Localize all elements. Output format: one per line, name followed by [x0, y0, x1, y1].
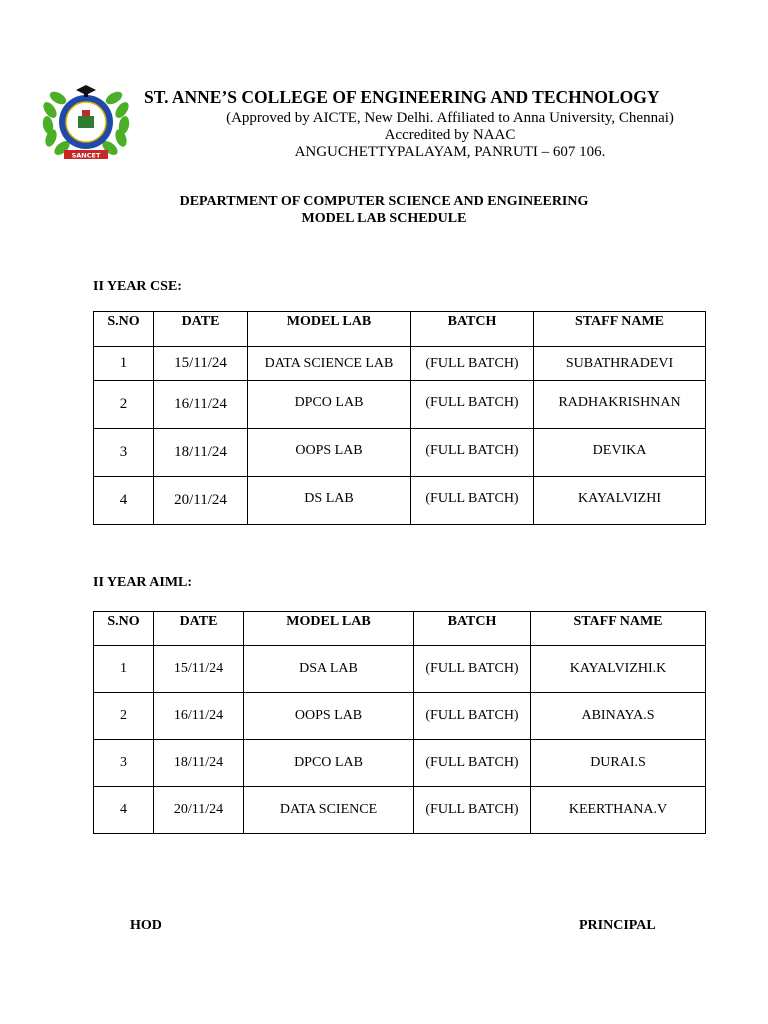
cell-model-lab: DS LAB: [248, 477, 411, 525]
column-header: MODEL LAB: [244, 612, 414, 646]
cell-batch: (FULL BATCH): [411, 347, 534, 381]
cell-staff-name: KAYALVIZHI: [534, 477, 706, 525]
column-header: MODEL LAB: [248, 312, 411, 347]
section-heading-cse: II YEAR CSE:: [93, 279, 182, 294]
table-header-row: [94, 312, 706, 347]
principal-signature-label: PRINCIPAL: [579, 918, 656, 933]
cell-staff-name: RADHAKRISHNAN: [534, 381, 706, 429]
section-heading-aiml: II YEAR AIML:: [93, 575, 193, 590]
cell-date: 15/11/24: [154, 646, 244, 693]
cell-sno: 3: [94, 740, 154, 787]
column-header: DATE: [154, 312, 248, 347]
cell-model-lab: DPCO LAB: [248, 381, 411, 429]
document-title: MODEL LAB SCHEDULE: [301, 211, 467, 226]
cell-batch: (FULL BATCH): [414, 646, 531, 693]
table-row: [94, 787, 706, 834]
accreditation-line: Accredited by NAAC: [384, 127, 516, 143]
cell-staff-name: DEVIKA: [534, 429, 706, 477]
college-logo: [38, 80, 134, 162]
cell-date: 16/11/24: [154, 381, 248, 429]
cell-sno: 2: [94, 381, 154, 429]
schedule-table-cse: [93, 311, 706, 525]
cell-sno: 2: [94, 693, 154, 740]
table-row: [94, 429, 706, 477]
logo-ribbon-text: SANCET: [71, 151, 101, 160]
table-row: [94, 693, 706, 740]
column-header: S.NO: [94, 612, 154, 646]
column-header: STAFF NAME: [531, 612, 706, 646]
schedule-table-aiml: [93, 611, 706, 834]
cell-model-lab: DATA SCIENCE LAB: [248, 347, 411, 381]
cell-model-lab: OOPS LAB: [248, 429, 411, 477]
table-row: [94, 381, 706, 429]
table-row: [94, 646, 706, 693]
column-header: STAFF NAME: [534, 312, 706, 347]
cell-date: 20/11/24: [154, 787, 244, 834]
cell-model-lab: DATA SCIENCE: [244, 787, 414, 834]
cell-sno: 1: [94, 347, 154, 381]
cell-staff-name: KAYALVIZHI.K: [531, 646, 706, 693]
column-header: BATCH: [411, 312, 534, 347]
cell-batch: (FULL BATCH): [414, 693, 531, 740]
cell-batch: (FULL BATCH): [414, 740, 531, 787]
cell-staff-name: ABINAYA.S: [531, 693, 706, 740]
college-name: ST. ANNE’S COLLEGE OF ENGINEERING AND TECHNOLOGY: [144, 87, 660, 107]
cell-model-lab: DPCO LAB: [244, 740, 414, 787]
cell-batch: (FULL BATCH): [411, 381, 534, 429]
cell-date: 20/11/24: [154, 477, 248, 525]
table-header-row: [94, 612, 706, 646]
column-header: BATCH: [414, 612, 531, 646]
cell-staff-name: DURAI.S: [531, 740, 706, 787]
address-line: ANGUCHETTYPALAYAM, PANRUTI – 607 106.: [294, 144, 606, 160]
cell-batch: (FULL BATCH): [414, 787, 531, 834]
cell-date: 18/11/24: [154, 429, 248, 477]
cell-batch: (FULL BATCH): [411, 429, 534, 477]
column-header: DATE: [154, 612, 244, 646]
column-header: S.NO: [94, 312, 154, 347]
approval-line: (Approved by AICTE, New Delhi. Affiliated to Anna University, Chennai): [226, 110, 674, 126]
cell-date: 18/11/24: [154, 740, 244, 787]
department-name: DEPARTMENT OF COMPUTER SCIENCE AND ENGINEERING: [179, 194, 589, 209]
cell-staff-name: SUBATHRADEVI: [534, 347, 706, 381]
cell-sno: 4: [94, 787, 154, 834]
cell-model-lab: OOPS LAB: [244, 693, 414, 740]
table-row: [94, 347, 706, 381]
cell-sno: 3: [94, 429, 154, 477]
cell-staff-name: KEERTHANA.V: [531, 787, 706, 834]
cell-sno: 1: [94, 646, 154, 693]
cell-sno: 4: [94, 477, 154, 525]
table-row: [94, 740, 706, 787]
hod-signature-label: HOD: [130, 918, 162, 933]
cell-batch: (FULL BATCH): [411, 477, 534, 525]
table-row: [94, 477, 706, 525]
cell-date: 15/11/24: [154, 347, 248, 381]
cell-model-lab: DSA LAB: [244, 646, 414, 693]
cell-date: 16/11/24: [154, 693, 244, 740]
